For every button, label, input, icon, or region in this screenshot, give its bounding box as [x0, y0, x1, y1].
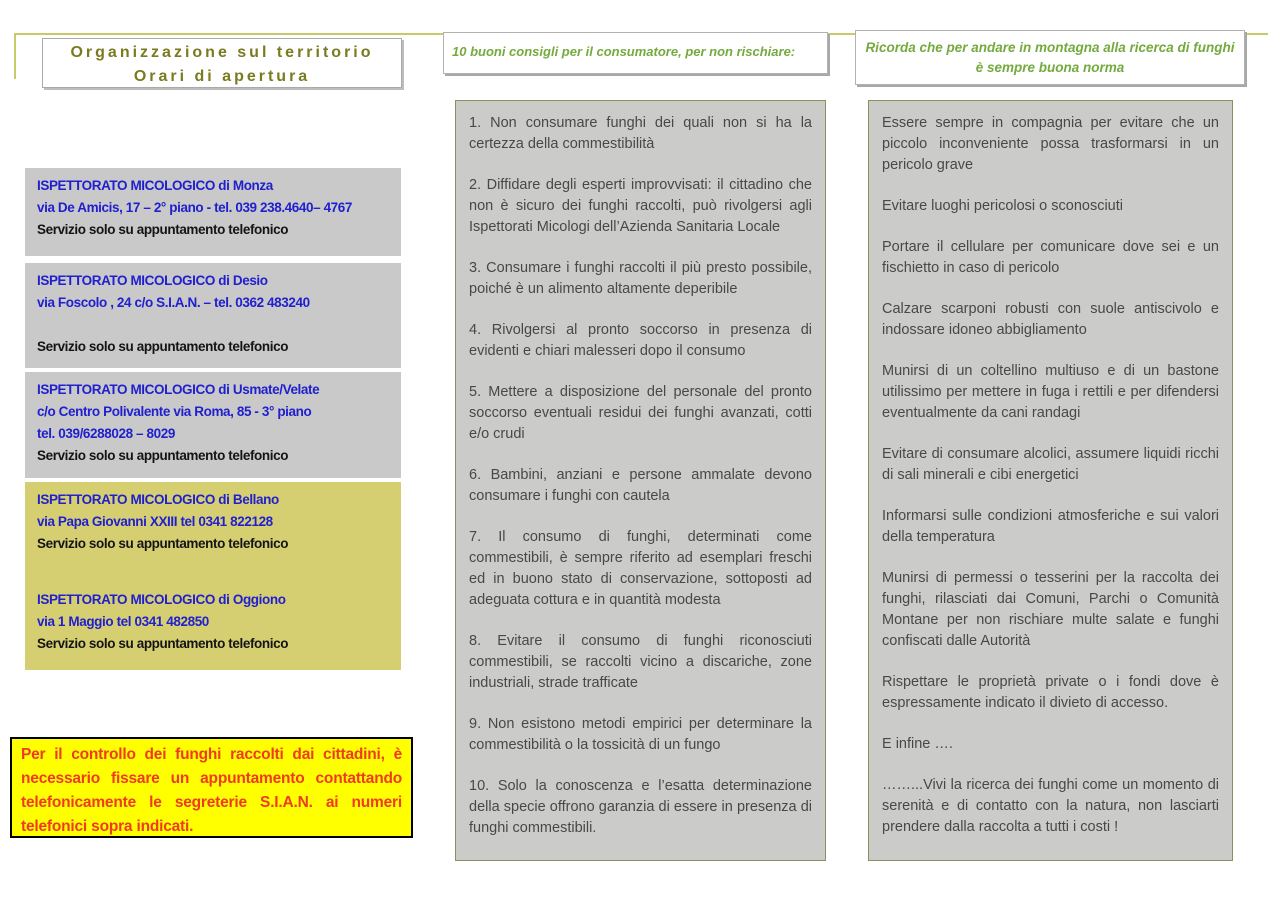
office-name: ISPETTORATO MICOLOGICO di Bellano: [37, 492, 279, 507]
tip-item: Essere sempre in compagnia per evitare che un piccolo inconveniente possa trasformarsi in un pericolo grave: [882, 115, 1219, 173]
office-name: ISPETTORATO MICOLOGICO di Monza: [37, 178, 273, 193]
tip-item: 1. Non consumare funghi dei quali non si ha la certezza della commestibilità: [469, 115, 812, 152]
right-title: Ricorda che per andare in montagna alla ricerca di funghi è sempre buona norma: [865, 40, 1235, 75]
tip-item: ……...Vivi la ricerca dei funghi come un momento di serenità e di contatto con la natura, non lasciarti prendere dalla raccolta a tutti i costi !: [882, 777, 1219, 835]
tip-item: 8. Evitare il consumo di funghi riconosciuti commestibili, se raccolti vicino a discariche, zone industriali, strade trafficate: [469, 633, 812, 691]
right-title-box: [855, 30, 1245, 85]
office-service-note: Servizio solo su appuntamento telefonico: [37, 222, 289, 237]
office-name: ISPETTORATO MICOLOGICO di Oggiono: [37, 592, 286, 607]
office-box-usmate-velate: [25, 372, 401, 478]
office-address: via 1 Maggio tel 0341 482850: [37, 614, 209, 629]
office-phone: tel. 039/6288028 – 8029: [37, 426, 175, 441]
left-accent-line: [14, 33, 16, 79]
office-name: ISPETTORATO MICOLOGICO di Usmate/Velate: [37, 382, 320, 397]
office-name: ISPETTORATO MICOLOGICO di Desio: [37, 273, 268, 288]
middle-title: 10 buoni consigli per il consumatore, per non rischiare:: [452, 44, 796, 59]
tip-item: Evitare di consumare alcolici, assumere liquidi ricchi di sali minerali e cibi energetici: [882, 446, 1219, 483]
notice-text: Per il controllo dei funghi raccolti dai cittadini, è necessario fissare un appuntamento contattando telefonicamente le segreterie S.I.A.N. ai numeri telefonici sopra indicati.: [21, 746, 402, 835]
tip-item: 9. Non esistono metodi empirici per determinare la commestibilità o la tossicità di un fungo: [469, 716, 812, 753]
office-box-bellano-oggiono: [25, 482, 401, 670]
tip-item: Evitare luoghi pericolosi o sconosciuti: [882, 198, 1123, 214]
office-address: via Papa Giovanni XXIII tel 0341 822128: [37, 514, 273, 529]
office-box-monza: [25, 168, 401, 256]
office-entry-bellano: [37, 489, 397, 555]
tip-item: 6. Bambini, anziani e persone ammalate devono consumare i funghi con cautela: [469, 467, 812, 504]
office-box-desio: [25, 263, 401, 368]
tip-item: 2. Diffidare degli esperti improvvisati: il cittadino che non è sicuro dei funghi raccolti, può rivolgersi agli Ispettorati Micologi dell’Azienda Sanitaria Locale: [469, 177, 812, 235]
office-service-note: Servizio solo su appuntamento telefonico: [37, 536, 289, 551]
office-service-note: Servizio solo su appuntamento telefonico: [37, 636, 289, 651]
office-address: via Foscolo , 24 c/o S.I.A.N. – tel. 0362 483240: [37, 295, 310, 310]
tip-item: Calzare scarponi robusti con suole antiscivolo e indossare idoneo abbigliamento: [882, 301, 1219, 338]
office-service-note: Servizio solo su appuntamento telefonico: [37, 339, 289, 354]
notice-box: [10, 737, 413, 838]
office-entry-oggiono: [37, 589, 397, 655]
office-service-note: Servizio solo su appuntamento telefonico: [37, 448, 289, 463]
tip-item: E infine ….: [882, 736, 953, 752]
middle-tips-box: [455, 100, 826, 861]
tip-item: Munirsi di permessi o tesserini per la raccolta dei funghi, rilasciati dai Comuni, Parchi o Comunità Montane per non rischiare multe salate e funghi confiscati dalle Autorità: [882, 570, 1219, 649]
office-address: c/o Centro Polivalente via Roma, 85 - 3° piano: [37, 404, 312, 419]
left-title-line2: Orari di apertura: [133, 68, 311, 85]
tip-item: 10. Solo la conoscenza e l’esatta determinazione della specie offrono garanzia di essere in presenza di funghi commestibili.: [469, 778, 812, 836]
tip-item: 3. Consumare i funghi raccolti il più presto possibile, poiché è un alimento altamente deperibile: [469, 260, 812, 297]
left-title-line1: Organizzazione sul territorio: [70, 44, 374, 61]
tip-item: Munirsi di un coltellino multiuso e di un bastone utilissimo per mettere in fuga i rettili e per difendersi eventualmente da cani randagi: [882, 363, 1219, 421]
tip-item: Informarsi sulle condizioni atmosferiche e sui valori della temperatura: [882, 508, 1219, 545]
right-tips-box: [868, 100, 1233, 861]
tip-item: 4. Rivolgersi al pronto soccorso in presenza di evidenti e chiari malesseri dopo il consumo: [469, 322, 812, 359]
left-column-title-box: [42, 38, 402, 88]
office-address: via De Amicis, 17 – 2° piano - tel. 039 238.4640– 4767: [37, 200, 353, 215]
tip-item: Rispettare le proprietà private o i fondi dove è espressamente indicato il divieto di accesso.: [882, 674, 1219, 711]
tip-item: Portare il cellulare per comunicare dove sei e un fischietto in caso di pericolo: [882, 239, 1219, 276]
tip-item: 7. Il consumo di funghi, determinati come commestibili, è sempre riferito ad esemplari freschi ed in buono stato di conservazione, sottoposti ad adeguata cottura e in quantità modesta: [469, 529, 812, 608]
spacer: [37, 314, 397, 336]
tip-item: 5. Mettere a disposizione del personale del pronto soccorso eventuali residui dei funghi avanzati, cotti e/o crudi: [469, 384, 812, 442]
middle-title-box: [443, 32, 828, 74]
